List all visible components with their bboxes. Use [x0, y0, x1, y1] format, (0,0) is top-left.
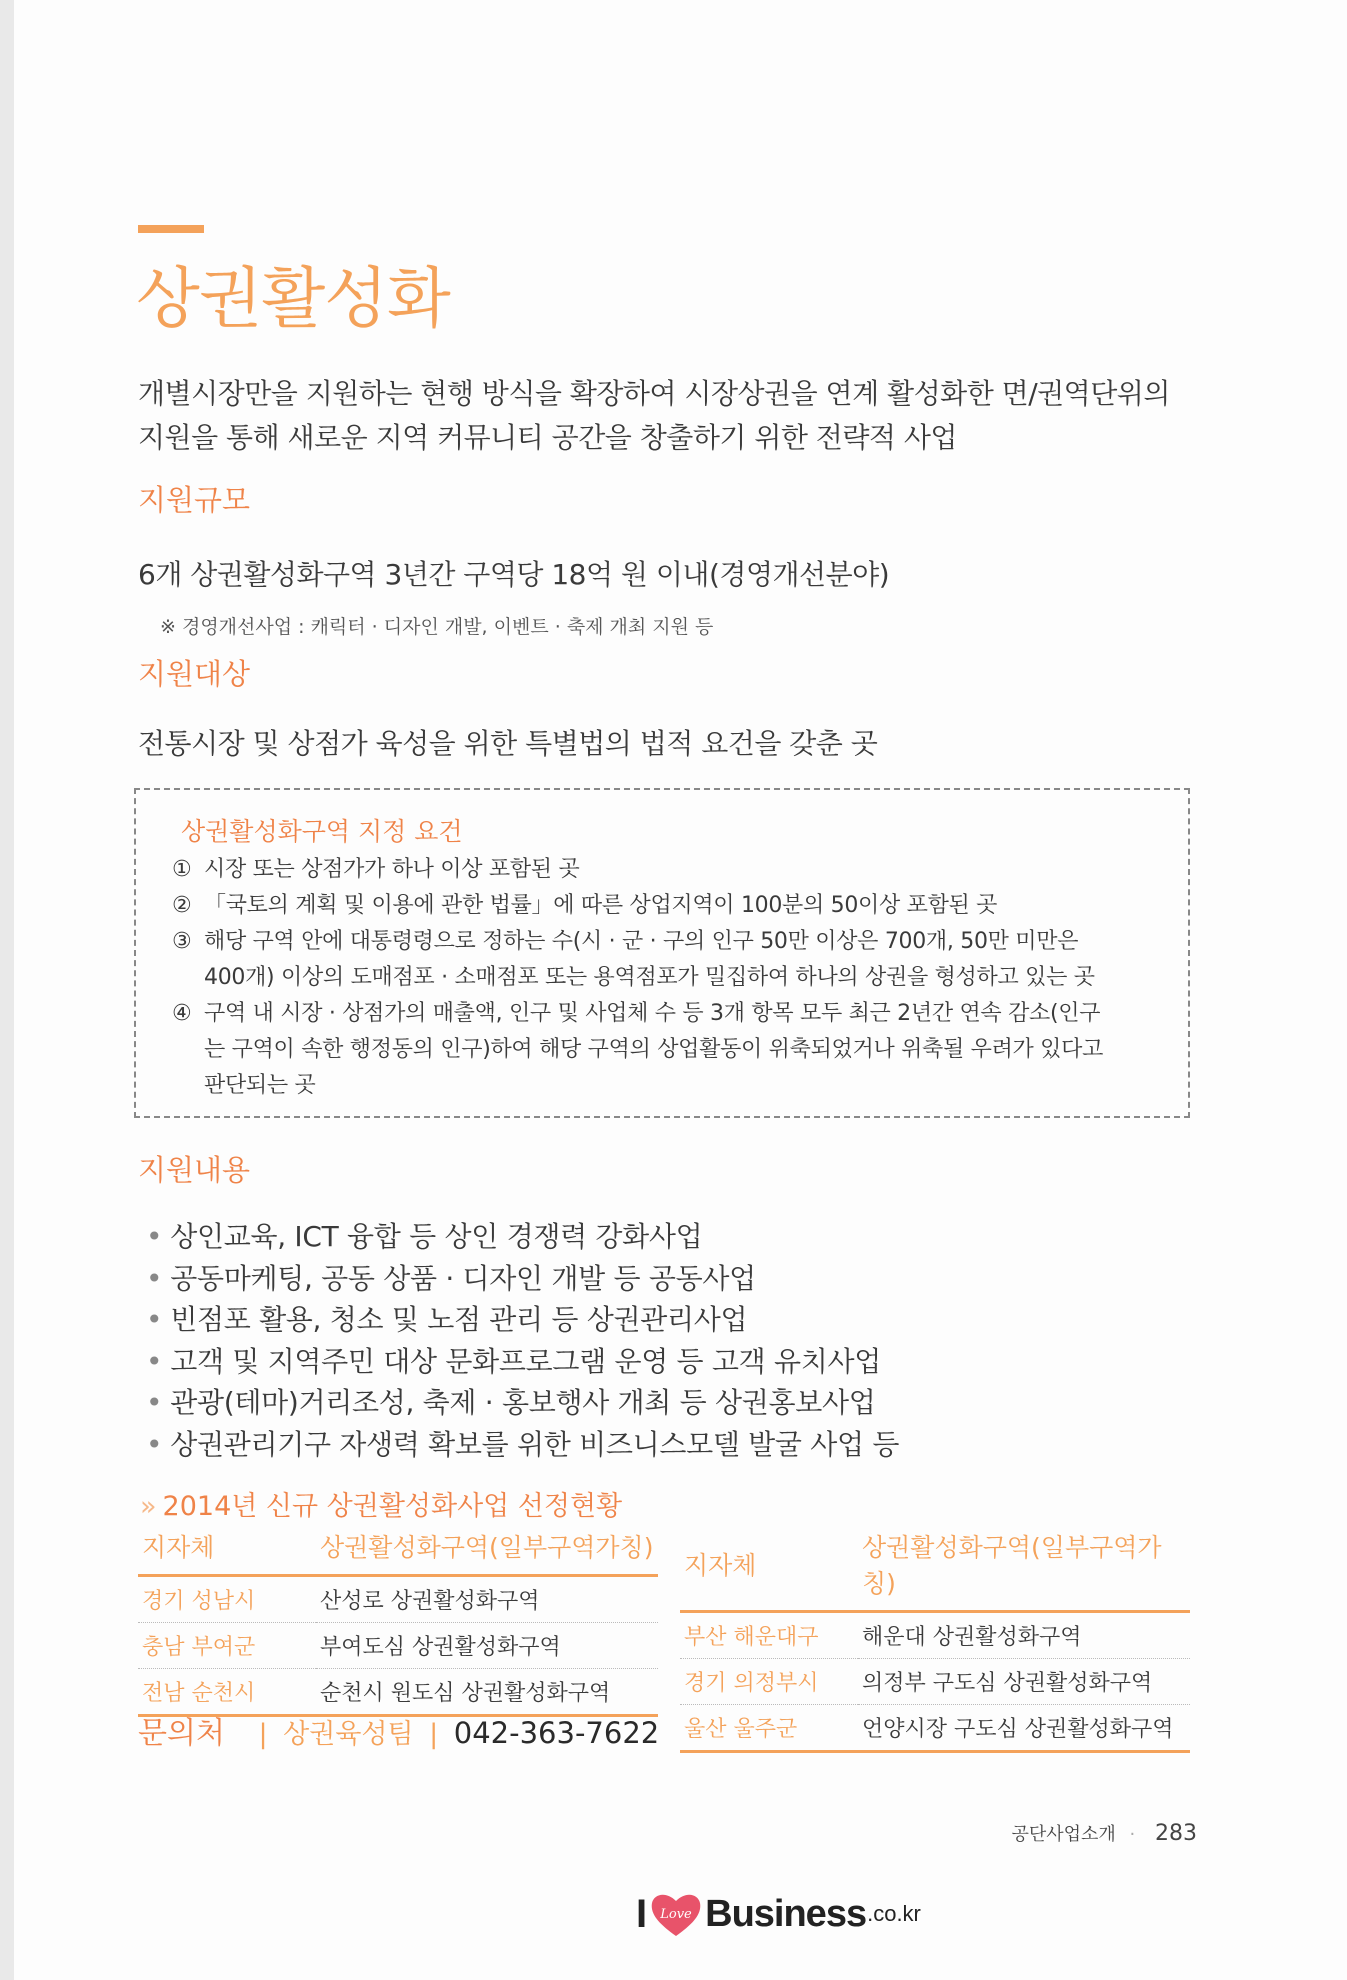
selection-table-left [138, 1520, 658, 1717]
requirement-item: ① 시장 또는 상점가가 하나 이상 포함된 곳 [172, 857, 580, 882]
support-content-list [146, 1216, 899, 1465]
page-number: 283 [1155, 1821, 1197, 1846]
page-title: 상권활성화 [136, 260, 450, 337]
svg-text:Love: Love [660, 1907, 692, 1922]
intro-paragraph: 개별시장만을 지원하는 현행 방식을 확장하여 시장상권을 연계 활성화한 면/권역단위의 지원을 통해 새로운 지역 커뮤니티 공간을 창출하기 위한 전략적 사업 [138, 377, 1170, 454]
list-item: • 상권관리기구 자생력 확보를 위한 비즈니스모델 발굴 사업 등 [146, 1427, 900, 1461]
requirements-title: 상권활성화구역 지정 요건 [181, 817, 463, 846]
requirement-item: ② 「국토의 계획 및 이용에 관한 법률」에 따른 상업지역이 100분의 50이상 포함된 곳 [172, 893, 998, 918]
section-heading-content: 지원내용 [138, 1153, 251, 1187]
requirement-item: ④ 구역 내 시장 · 상점가의 매출액, 인구 및 사업체 수 등 3개 항목 모두 최근 2년간 연속 감소(인구 는 구역이 속한 행정동의 인구)하여 해당 구역의 상업활동이 위축되었거나 위축될 우려가 있다고 판단되는 곳 [172, 1001, 1104, 1098]
contact-label: 문의처 [138, 1716, 225, 1751]
heart-icon [649, 1890, 703, 1938]
contact-team: 상권육성팀 [283, 1719, 414, 1750]
section-heading-target: 지원대상 [138, 657, 251, 691]
list-item: • 고객 및 지역주민 대상 문화프로그램 운영 등 고객 유치사업 [146, 1344, 881, 1378]
scale-note: ※ 경영개선사업 : 캐릭터 · 디자인 개발, 이벤트 · 축제 개최 지원 등 [160, 616, 714, 638]
target-text: 전통시장 및 상점가 육성을 위한 특별법의 법적 요건을 갖춘 곳 [138, 727, 878, 760]
column-header-region: 지자체 [680, 1520, 858, 1612]
selection-table-right [680, 1520, 1190, 1753]
requirement-item: ③ 해당 구역 안에 대통령령으로 정하는 수(시 · 군 · 구의 인구 50만 이상은 700개, 50만 미만은 400개) 이상의 도매점포 · 소매점포 또는 용역점포가 밀집하여 하나의 상권을 형성하고 있는 곳 [172, 929, 1095, 990]
page-footer: 공단사업소개 · 283 [1011, 1821, 1197, 1846]
scale-text: 6개 상권활성화구역 3년간 구역당 18억 원 이내(경영개선분야) [138, 558, 890, 591]
requirements-box [134, 788, 1190, 1118]
table-row: 울산 울주군 언양시장 구도심 상권활성화구역 [680, 1705, 1190, 1752]
page-edge [0, 0, 14, 1980]
contact-info: 문의처 | 상권육성팀 | 042-363-7622 [138, 1716, 660, 1751]
column-header-area: 상권활성화구역(일부구역가칭) [858, 1520, 1190, 1612]
list-item: • 관광(테마)거리조성, 축제 · 홍보행사 개최 등 상권홍보사업 [146, 1386, 876, 1419]
table-row: 경기 성남시 산성로 상권활성화구역 [138, 1576, 658, 1623]
section-heading-scale: 지원규모 [138, 483, 251, 517]
selection-heading: » 2014년 신규 상권활성화사업 선정현황 [140, 1491, 623, 1522]
list-item: • 빈점포 활용, 청소 및 노점 관리 등 상권관리사업 [146, 1303, 748, 1336]
chevron-right-icon: » [140, 1491, 157, 1522]
table-row: 부산 해운대구 해운대 상권활성화구역 [680, 1612, 1190, 1659]
footer-section: 공단사업소개 [1011, 1824, 1116, 1845]
contact-phone: 042-363-7622 [453, 1716, 660, 1750]
list-item: • 상인교육, ICT 융합 등 상인 경쟁력 강화사업 [146, 1220, 703, 1253]
table-row: 충남 부여군 부여도심 상권활성화구역 [138, 1623, 658, 1669]
list-item: • 공동마케팅, 공동 상품 · 디자인 개발 등 공동사업 [146, 1261, 756, 1295]
i-love-business-logo: I Love Business .co.kr [636, 1890, 921, 1938]
table-row: 전남 순천시 순천시 원도심 상권활성화구역 [138, 1669, 658, 1716]
table-row: 경기 의정부시 의정부 구도심 상권활성화구역 [680, 1659, 1190, 1705]
title-accent-bar [138, 225, 204, 233]
table-header-row [138, 1520, 658, 1576]
column-header-area: 상권활성화구역(일부구역가칭) [316, 1520, 658, 1576]
table-header-row [680, 1520, 1190, 1612]
column-header-region: 지자체 [138, 1520, 316, 1576]
